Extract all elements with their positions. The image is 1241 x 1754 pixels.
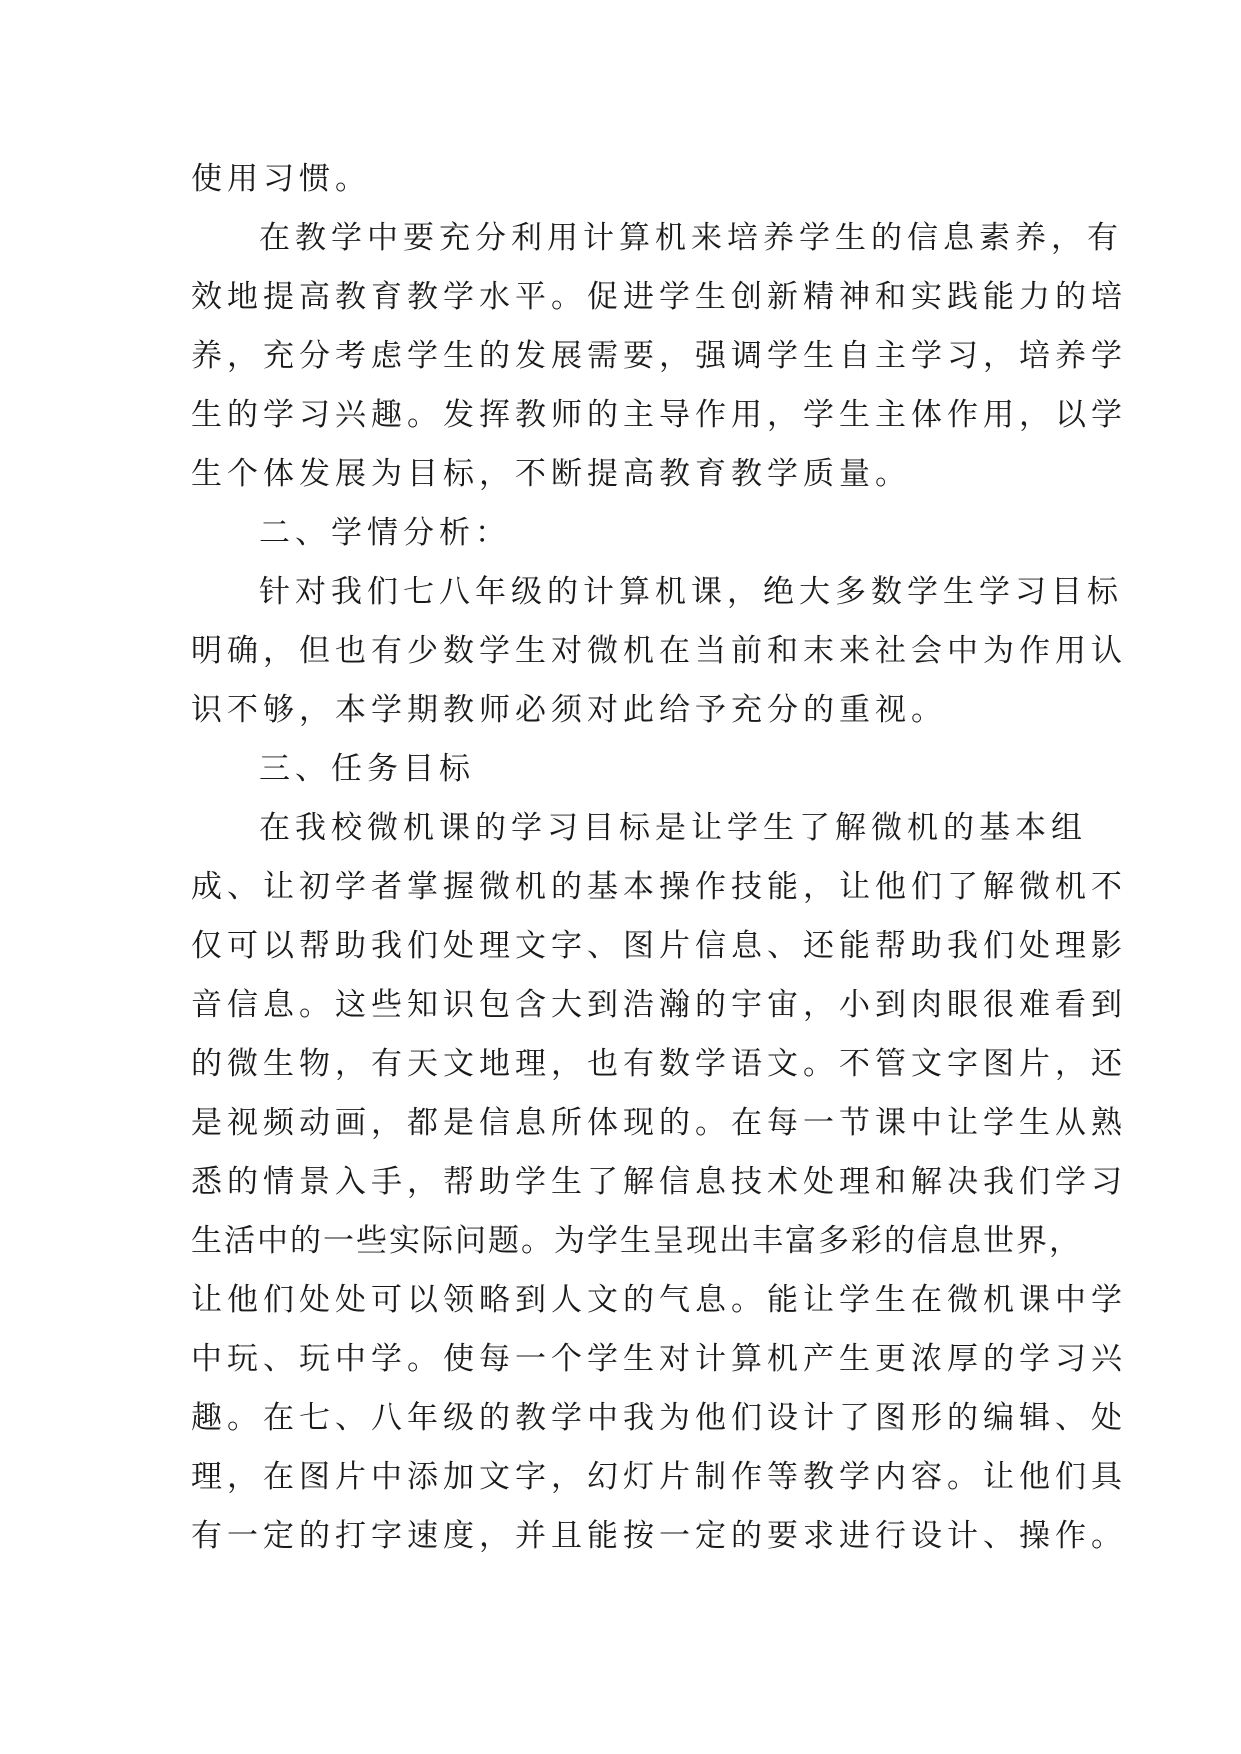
text-line: 生个体发展为目标，不断提高教育教学质量。	[191, 456, 911, 492]
text-line: 明确，但也有少数学生对微机在当前和末来社会中为作用认	[191, 633, 1127, 669]
text-line: 识不够，本学期教师必须对此给予充分的重视。	[191, 692, 947, 728]
text-line: 仅可以帮助我们处理文字、图片信息、还能帮助我们处理影	[191, 928, 1127, 964]
text-line: 生的学习兴趣。发挥教师的主导作用，学生主体作用，以学	[191, 397, 1127, 433]
section-heading-task-goals: 三、任务目标	[259, 751, 475, 787]
section-heading-learning-analysis: 二、学情分析：	[259, 515, 511, 551]
text-line: 让他们处处可以领略到人文的气息。能让学生在微机课中学	[191, 1282, 1127, 1318]
paragraph-start-line: 在我校微机课的学习目标是让学生了解微机的基本组	[259, 810, 1087, 846]
text-line: 的微生物，有天文地理，也有数学语文。不管文字图片，还	[191, 1046, 1127, 1082]
text-line: 养，充分考虑学生的发展需要，强调学生自主学习，培养学	[191, 338, 1127, 374]
text-line: 趣。在七、八年级的教学中我为他们设计了图形的编辑、处	[191, 1400, 1127, 1436]
text-line: 是视频动画，都是信息所体现的。在每一节课中让学生从熟	[191, 1105, 1127, 1141]
text-line: 效地提高教育教学水平。促进学生创新精神和实践能力的培	[191, 279, 1127, 315]
body-text	[191, 150, 1127, 1566]
paragraph-start-line: 在教学中要充分利用计算机来培养学生的信息素养，有	[259, 220, 1123, 256]
text-line: 使用习惯。	[191, 161, 371, 197]
text-line: 音信息。这些知识包含大到浩瀚的宇宙，小到肉眼很难看到	[191, 987, 1127, 1023]
text-line: 中玩、玩中学。使每一个学生对计算机产生更浓厚的学习兴	[191, 1341, 1127, 1377]
paragraph-start-line: 针对我们七八年级的计算机课，绝大多数学生学习目标	[259, 574, 1123, 610]
text-line: 成、让初学者掌握微机的基本操作技能，让他们了解微机不	[191, 869, 1127, 905]
text-line: 生活中的一些实际问题。为学生呈现出丰富多彩的信息世界，	[191, 1223, 1082, 1259]
text-line: 理，在图片中添加文字，幻灯片制作等教学内容。让他们具	[191, 1459, 1127, 1495]
text-line: 悉的情景入手，帮助学生了解信息技术处理和解决我们学习	[191, 1164, 1127, 1200]
text-line: 有一定的打字速度，并且能按一定的要求进行设计、操作。	[191, 1518, 1127, 1554]
